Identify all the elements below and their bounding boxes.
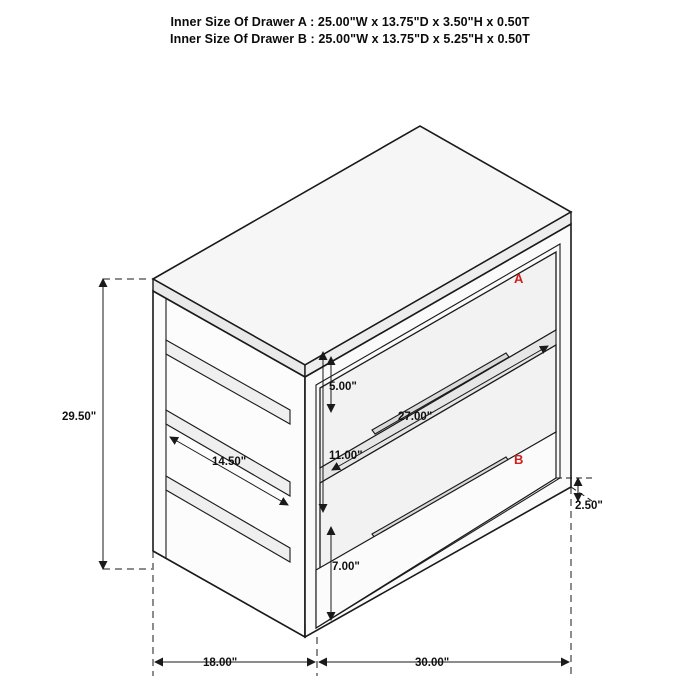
- drawer-b-tag: B: [514, 452, 524, 467]
- label-interior-width: 27.00": [398, 411, 433, 423]
- label-base-width: 30.00": [415, 657, 450, 669]
- label-interior-depth: 14.50": [212, 456, 247, 468]
- label-base-depth: 18.00": [203, 657, 238, 669]
- ext-base-bottom-right: [571, 487, 592, 501]
- cabinet-body: [153, 126, 571, 637]
- header-line-drawer-a: Inner Size Of Drawer A : 25.00"W x 13.75"D x 3.50"H x 0.50T: [170, 15, 530, 29]
- drawer-a-tag: A: [514, 271, 524, 286]
- label-mid-height: 11.00": [329, 450, 363, 462]
- label-drawer-a-opening: 5.00": [329, 381, 357, 393]
- label-base-height: 2.50": [575, 500, 603, 512]
- header-line-drawer-b: Inner Size Of Drawer B : 25.00"W x 13.75"D x 5.25"H x 0.50T: [170, 32, 530, 46]
- label-drawer-b-opening: 7.00": [332, 561, 360, 573]
- label-total-height: 29.50": [62, 411, 97, 423]
